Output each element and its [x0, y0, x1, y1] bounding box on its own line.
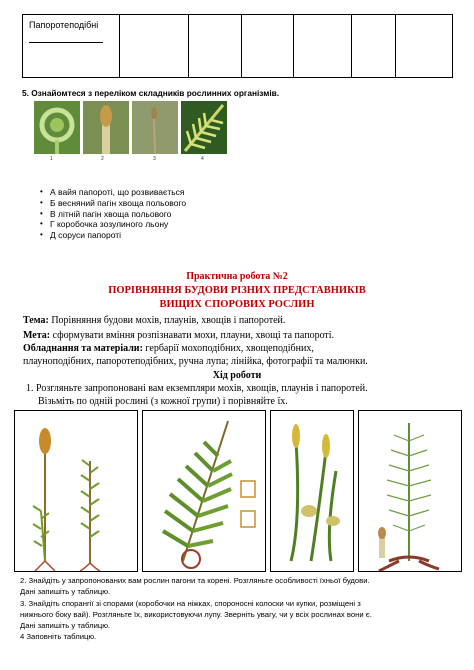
step1-line1: 1. Розгляньте запропоновані вам екземпляри мохів, хвощів, плаунів і папоротей. — [26, 383, 368, 394]
photo-fern-sori — [181, 101, 227, 154]
illustration-clubmoss — [270, 410, 354, 572]
underline — [29, 42, 103, 43]
plant-illustrations — [14, 410, 462, 572]
list-item: • В літній пагін хвоща польового — [40, 209, 186, 220]
table-cell-empty[interactable] — [120, 15, 189, 78]
topic-text: Порівняння будови мохів, плаунів, хвощів і папоротей. — [51, 315, 286, 326]
photo-number: 2 — [101, 156, 104, 162]
illustration-fern — [142, 410, 266, 572]
topic-label: Тема: — [23, 315, 49, 326]
photo-horsetail-spring-shoot — [83, 101, 129, 154]
list-item: • Г коробочка зозулиного льону — [40, 219, 186, 230]
equipment-label: Обладнання та матеріали: — [23, 343, 143, 354]
photo-number: 1 — [50, 156, 53, 162]
task5-heading: 5. Ознайомтеся з переліком складників рослинних організмів. — [22, 88, 280, 98]
goal-text: сформувати вміння розпізнавати мохи, плауни, хвощі та папороті. — [52, 330, 335, 341]
practical-subtitle-1: ПОРІВНЯННЯ БУДОВИ РІЗНИХ ПРЕДСТАВНИКІВ — [108, 285, 366, 296]
progress-heading: Хід роботи — [212, 370, 262, 381]
practical-subtitle-2: ВИЩИХ СПОРОВИХ РОСЛИН — [159, 299, 315, 310]
photo-moss-capsule — [132, 101, 178, 154]
step3-line1: 3. Знайдіть спорангії зі спорами (коробочки на ніжках, спороносні колоски чи купки, розміщені з — [20, 599, 361, 608]
table-cell-empty[interactable] — [294, 15, 352, 78]
goal-line — [23, 330, 334, 341]
table-cell-fern-group — [23, 15, 120, 78]
photo-number: 4 — [201, 156, 204, 162]
step2-line2: Дані запишіть у таблицю. — [20, 587, 111, 596]
step1-line2: Візьміть по одній рослині (з кожної групи) і порівняйте їх. — [38, 396, 288, 407]
illustration-horsetail — [358, 410, 462, 572]
photo-fern-frond — [34, 101, 80, 154]
table-cell-empty[interactable] — [396, 15, 453, 78]
practical-title: Практична робота №2 — [186, 271, 288, 282]
step3-line3: Дані запишіть у таблицю. — [20, 621, 111, 630]
step4-line: 4 Заповніть таблицю. — [20, 632, 97, 641]
goal-label: Мета: — [23, 330, 51, 341]
equipment-text: гербарії мохоподібних, хвощеподібних, — [145, 343, 314, 354]
topic-line — [23, 315, 285, 326]
options-list — [40, 187, 186, 241]
equipment-line — [23, 343, 314, 354]
table-cell-empty[interactable] — [189, 15, 242, 78]
table-cell-empty[interactable] — [242, 15, 294, 78]
list-item: • Б весняний пагін хвоща польового — [40, 198, 186, 209]
step3-line2: нижнього боку вай). Розгляньте їх, використовуючи лупу. Зверніть увагу, чи у всіх рослинах вони є. — [20, 610, 372, 619]
comparison-table-row — [22, 14, 453, 78]
list-item: • А вайя папороті, що розвивається — [40, 187, 186, 198]
illustration-moss — [14, 410, 138, 572]
list-item: • Д соруси папороті — [40, 230, 186, 241]
photo-number: 3 — [153, 156, 156, 162]
fern-group-label: Папоротеподібні — [29, 20, 99, 30]
equipment-text-continued: плауноподібних, папоротеподібних, ручна лупа; лінійка, фотографії та малюнки. — [23, 356, 368, 367]
step2-line1: 2. Знайдіть у запропонованих вам рослин пагони та корені. Розгляньте особливості їхньої будови. — [20, 576, 370, 585]
table-cell-empty[interactable] — [352, 15, 396, 78]
